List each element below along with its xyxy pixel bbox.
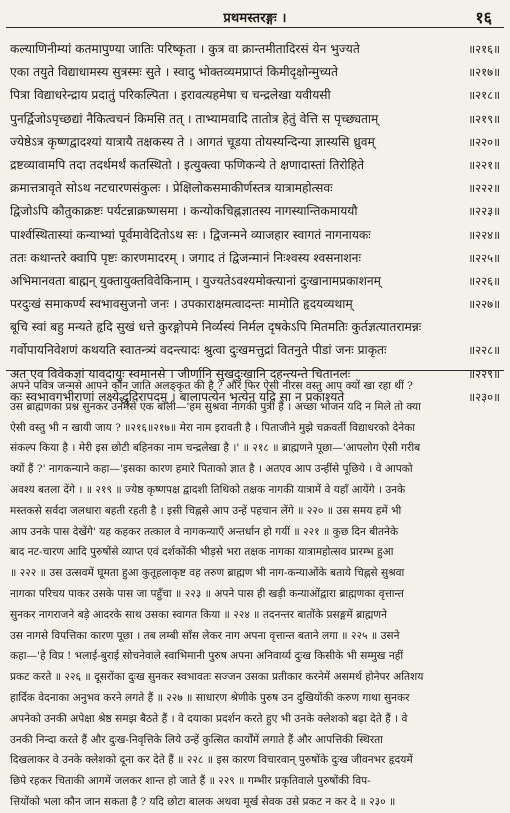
verse-number: ॥२२७॥ [468,297,500,312]
verse-line [10,200,500,223]
translation-line: दिखलाकर वे उनके क्लेशको दूना कर देते हैं ॥ २२८ ॥ इस कारण विचारवान् पुरुषोंके दुःख जीवनभर हृदयमें [10,754,413,767]
page-header [0,8,510,28]
verse-number: ॥२१९॥ [468,111,500,126]
verse-number: ॥२२२॥ [468,181,500,196]
translation-line: छिपे रहकर चिताकी आगमें जलकर शान्त हो जाते हैं ॥ २२९ ॥ गम्भीर प्रकृतिवाले पुरुषोंकी विप- [10,775,371,788]
verse-text: कल्याणिनीम्यां कतमापुण्या जातिः परिष्कृता । कुत्र वा क्रान्तमीतादिरसं येन भुज्यते [10,42,360,56]
verse-line [10,84,500,107]
verse-number: ॥२१८॥ [468,88,500,103]
translation-line: क्यों हैं ?' नागकन्याने कहा—'इसका कारण हमारे पिताको ज्ञात है । अतएव आप उन्हींसे पूछिये । वे आपको [10,463,413,476]
verse-line [10,154,500,177]
verse-line [10,247,500,270]
translation-line: कहा—'हे विप्र ! भलाई-बुराई सोचनेवाले स्वाभिमानी पुरुष अपना अनिवार्य्य दुःख किसीके भी सम्मुख नहीं [10,650,404,663]
sanskrit-verses [10,38,500,409]
translation-line: उनकी निन्दा करते हैं और दुःख-निवृत्तिके लिये उन्हें कुत्सित कार्योंमें लगाते हैं और आपत्तिकी स्थिरता [10,733,383,746]
verse-number: ॥२२०॥ [468,134,500,149]
verse-text: द्रष्टव्यावामपि तदा तदर्थमर्थं कतस्थितो । इत्युक्त्वा फणिकन्ये ते क्षणादास्तां तिरोहिते [10,157,365,172]
translation-line: बाद नट-चारण आदि पुरुषोंसे व्याप्त एवं दर्शकोंकी भीड़से भरा तक्षक नागका यात्रामहोत्सव प्रारम्भ हुआ [10,546,394,559]
translation-line: हार्दिक वेदनाका अनुभव करने लगते हैं ॥ २२७ ॥ साधारण श्रेणीके पुरुष उन दुखियोंकी करुण गाथा सुनकर [10,691,410,704]
verse-number: ॥२२५॥ [468,250,500,265]
verse-line [10,38,500,61]
verse-number: ॥२२३॥ [468,204,500,219]
verse-line [10,131,500,154]
verse-text: अत एव विवेकज्ञां यावदायुः स्वमानसे । जीर्णानि सुखदुःखानि दहन्त्यन्ते चितानलः [10,366,351,381]
verse-text: ज्येष्ठेऽत्र कृष्णद्वादश्यां यात्रायै तक्षकस्य ते । आगतं चूडया तोयस्यन्दिन्या ज्ञास्यसि ध्रुवम् [10,134,375,149]
running-head: प्रथमस्तरङ्गः । [223,11,287,26]
verse-text: कः स्वभावगभीराणां लक्ष्येद्धृदिरापदम् । बालापत्येन भृत्येन यदि सा न प्रकाश्यते [10,389,345,404]
translation-line: उस ब्राह्मणका प्रश्न सुनकर उनमेंसे एक बोली—'हम सुश्रवा नागकी पुत्री हैं । अच्छा भोजन यदि न मिले तो क्या [10,400,421,413]
verse-text: ततः कथान्तरे क्वापि पृष्टः कारणमादरम् । जगाद तं द्विजन्मानं निःश्वस्य श्वसनाशनः [10,250,361,265]
hindi-translation [10,376,502,813]
verse-line [10,224,500,247]
verse-line [10,108,500,131]
header-rule [6,27,504,28]
translation-line: त्तियोंको भला कौन जान सकता है ? यदि छोटा बालक अथवा मूर्ख सेवक उसे प्रकट न कर दे ॥ २३० ॥ [10,795,396,808]
verse-number: ॥२३०॥ [468,389,500,404]
translation-line: ऐसी वस्तु भी न खायी जाय ? ॥२१६॥२१७॥ मेरा नाम इरावती है । पिताजीने मुझे चक्रवर्ती विद्याधरको देनेका [10,421,415,434]
translation-line: नागका परिचय पाकर उसके पास जा पहुँचा ॥ २२३ ॥ अपने पास ही खड़ी कन्याओंद्वारा ब्राह्मणका वृत्तान्त [10,587,404,600]
page-number: १६ [475,8,492,27]
translation-line: उस नागसे विपत्तिका कारण पूछा । तब लम्बी साँस लेकर नाग अपना वृत्तान्त बताने लगा ॥ २२५ ॥ उसने [10,629,400,642]
verse-number: ॥२१७॥ [468,65,500,80]
verse-number: ॥२२९॥ [468,366,500,381]
verse-text: बूचि स्वां बहु मन्यते हृदि सुखं धत्ते कुरङ्गोपमे निर्व्यस्यं निर्मल दृषकेऽपि मितमतिः कुर्तज्ञत्यातरामन्नः [10,320,422,335]
translation-line: अवश्य बतला देंगे । ॥ २१९ ॥ ज्येष्ठ कृष्णपक्ष द्वादशी तिथिको तक्षक नागकी यात्रामें वे यहाँ आयेंगे । उनके [10,483,406,496]
translation-line: मस्तकसे सर्वदा जलधारा बहती रहती है । इसी चिह्नसे आप उन्हें पहचान लेंगे ॥ २२० ॥ उस समय हमें भी [10,504,402,517]
translation-line: ॥ २२२ ॥ उस उत्सवमें घूमता हुआ कुतूहलाकृष्ट वह तरुण ब्राह्मण भी नाग-कन्याओंके बताये चिह्नसे सुश्रवा [10,567,405,580]
verse-number: ॥२२४॥ [468,227,500,242]
verse-line [10,316,500,339]
verse-text: पित्रा विद्याधरेन्द्राय प्रदातुं परिकल्पिता । इरावत्यहमेषा च चन्द्रलेखा यवीयसी [10,88,331,103]
section-divider [6,370,504,371]
verse-text: गर्वोपायनिवेशणं कथयति स्वातन्त्र्यं वदन्त्यादः श्रुत्वा दुःखमत्तुद्रां वितनुते पीडां जनः प्राकृतः [10,343,387,358]
translation-line: अपने पवित्र जन्मसे आपने कौन जाति अलङ्कृत की है ? और फिर ऐसी नीरस वस्तु आप क्यों खा रहा थीं ? [10,380,413,392]
verse-line [10,339,500,362]
translation-line: आप उनके पास देखेंगे' यह कहकर तत्काल वे नागकन्याएँ अन्तर्धान हो गयीं ॥ २२१ ॥ कुछ दिन बीतनेके [10,525,399,538]
verse-line [10,293,500,316]
translation-line: संकल्प किया है । मेरी इस छोटी बहिनका नाम चन्द्रलेखा है ।' ॥ २१८ ॥ ब्राह्मणने पूछा—'आपलोग ऐसी गरीब [10,442,421,455]
verse-text: क्रमात्तत्रावृते सोऽथ नटचारणसंकुलः । प्रेक्षिलोकसमाकीर्णस्तत्र यात्रामहोत्सवः [10,181,333,196]
verse-number: ॥२२६॥ [468,273,500,288]
verse-text: परदुःखं समाकर्ण्य स्वभावसुजनो जनः । उपकाराक्षमत्वादन्तः मामोति हृदयव्यथाम् [10,297,353,312]
translation-line: प्रकट करते ॥ २२६ ॥ दूसरोंका दुःख सुनकर स्वभावतः सज्जन उसका प्रतीकार करनेमें असमर्थ होनेपर अतिशय [10,671,424,684]
verse-text: अभिमानवता बाह्मन् युक्तायुक्तविवेकिनाम् । युज्यतेऽवश्यमोक्त्यानां दुःखानामप्रकाशनम् [10,273,381,288]
verse-text: पार्श्वस्थितास्यां कन्याभ्यां पूर्वमावेदितोऽथ सः । द्विजन्मने व्याजहार स्वागतं नागनायकः [10,227,371,242]
verse-text: पुनर्द्विजोऽपृच्छद्यां नैकित्वचनं किमसि तत् । ताभ्यामवादि तातोत्र हेतुं वेत्ति स पृच्छ्यताम् [10,111,379,126]
verse-line [10,61,500,84]
verse-number: ॥२२१॥ [468,157,500,172]
verse-number: ॥२१६॥ [468,42,500,56]
verse-number: ॥२२८॥ [468,343,500,358]
translation-line: अपनेको उनकी अपेक्षा श्रेष्ठ समझ बैठते हैं । वे दयाका प्रदर्शन करते हुए भी उनके क्लेशको बढ़ा देते हैं । वे [10,712,408,725]
verse-line [10,270,500,293]
translation-line: सुनकर नागराजने बड़े आदरके साथ उसका स्वागत किया ॥ २२४ ॥ तदनन्तर बातोंके प्रसङ्गमें ब्राह्मणने [10,608,387,621]
verse-text: एका तयुते विद्याधामस्य सुत्रस्मः सुते । स्वादु भोक्तव्यमप्राप्तं किमीदृक्षोन्मुच्यते [10,65,338,80]
verse-line [10,177,500,200]
verse-text: द्विजोऽपि कौतुकाक्रष्टः पर्यटन्नाक्रष्णसमा । कन्योकचिह्नज्ञातस्य नागस्यान्तिकमाययौ [10,204,358,219]
